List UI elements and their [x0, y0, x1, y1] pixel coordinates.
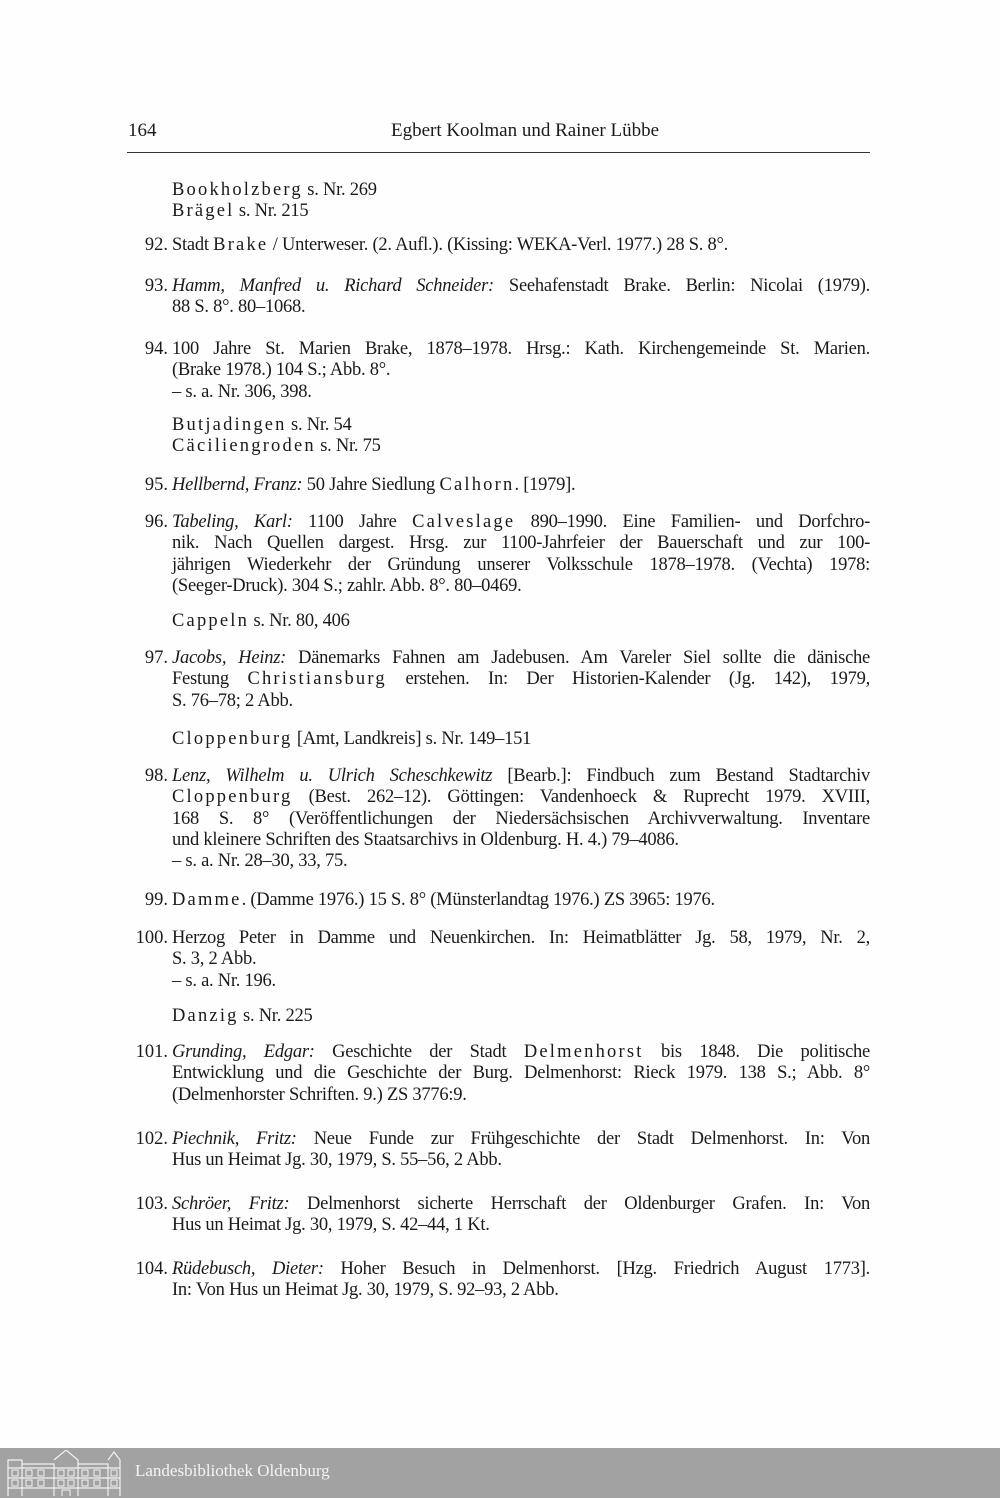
cross-reference-line — [172, 435, 870, 457]
author-name: Lenz, Wilhelm u. Ulrich Scheschkewitz — [172, 766, 493, 786]
spaced-place-name: Christiansburg — [247, 669, 387, 690]
entry-text: 1100 Jahre — [292, 512, 413, 532]
entry-text: [Amt, Landkreis] s. Nr. 149–151 — [292, 729, 532, 749]
entry-text: Hoher Besuch in Delmenhorst. [Hzg. Friedrich August 1773]. — [323, 1259, 870, 1279]
spaced-place-name: Brake — [213, 235, 269, 255]
entry-text: / Unterweser. (2. Aufl.). (Kissing: WEKA-Verl. 1977.) 28 S. 8°. — [268, 235, 729, 255]
entry-line — [172, 1084, 870, 1106]
entry-line — [172, 1214, 870, 1236]
entry-text: 88 S. 8°. 80–1068. — [172, 297, 306, 318]
entry-line — [172, 889, 870, 911]
spaced-place-name: Cloppenburg — [172, 787, 293, 808]
spaced-place-name: Brägel — [172, 201, 235, 222]
entry-text: Herzog Peter in Damme und Neuenkirchen. In: Heimatblätter Jg. 58, 1979, Nr. 2, — [172, 928, 870, 948]
entry-text: Hus un Heimat Jg. 30, 1979, S. 55–56, 2 Abb. — [172, 1150, 502, 1171]
author-name: Piechnik, Fritz: — [172, 1129, 297, 1149]
library-building-logo-icon — [6, 1450, 124, 1496]
entry-text: (Brake 1978.) 104 S.; Abb. 8°. — [172, 360, 391, 381]
entry-number: 103. — [135, 1194, 168, 1214]
author-name: Tabeling, Karl: — [172, 512, 293, 532]
entry-text: . [1979]. — [514, 475, 576, 495]
entry-text: – s. a. Nr. 306, 398. — [172, 381, 312, 402]
entry-text: Festung — [172, 669, 248, 690]
entry-line — [172, 765, 870, 787]
entry-number: 104. — [135, 1259, 168, 1279]
entry-text: Delmenhorst sicherte Herrschaft der Oldenburger Grafen. In: Von — [289, 1194, 870, 1214]
entry-line — [172, 668, 870, 690]
entry-text: Seehafenstadt Brake. Berlin: Nicolai (1979). — [493, 276, 871, 296]
footer-bar — [0, 1448, 1000, 1498]
entry-text: Neue Funde zur Frühgeschichte der Stadt Delmenhorst. In: Von — [296, 1129, 870, 1149]
entry-number: 94. — [144, 339, 168, 359]
entry-number: 102. — [135, 1129, 168, 1149]
entry-line — [172, 1041, 870, 1063]
entry-text: (Seeger-Druck). 304 S.; zahlr. Abb. 8°. 80–0469. — [172, 575, 522, 596]
entry-line — [172, 927, 870, 949]
entry-text: (Delmenhorster Schriften. 9.) ZS 3776:9. — [172, 1084, 467, 1105]
entry-line — [172, 690, 870, 712]
entry-line — [172, 948, 870, 970]
author-name: Grunding, Edgar: — [172, 1042, 315, 1062]
entry-line — [172, 1128, 870, 1150]
entry-text: 50 Jahre Siedlung — [302, 475, 440, 495]
entry-line — [172, 1279, 870, 1301]
entry-text: bis 1848. Die politische — [643, 1042, 870, 1062]
spaced-place-name: Damme — [172, 890, 242, 910]
entry-text: s. Nr. 80, 406 — [249, 611, 350, 631]
entry-text: S. 76–78; 2 Abb. — [172, 690, 293, 711]
entry-line — [172, 275, 870, 297]
entry-number: 98. — [144, 766, 168, 786]
entry-number: 93. — [144, 276, 168, 296]
entry-line — [172, 970, 870, 992]
entry-number: 92. — [144, 235, 168, 255]
spaced-place-name: Delmenhorst — [523, 1042, 644, 1062]
entry-text: Entwicklung und die Geschichte der Burg. Delmenhorst: Rieck 1979. 138 S.; Abb. 8° — [172, 1063, 870, 1084]
entry-line — [172, 786, 870, 808]
author-name: Jacobs, Heinz: — [172, 648, 287, 668]
entry-text: s. Nr. 269 — [302, 180, 377, 200]
entry-text: . (Damme 1976.) 15 S. 8° (Münsterlandtag 1976.) ZS 3965: 1976. — [241, 890, 715, 910]
entry-line — [172, 1062, 870, 1084]
entry-text: nik. Nach Quellen dargest. Hrsg. zur 1100-Jahrfeier der Bauerschaft und zur 100- — [172, 533, 870, 554]
entry-text: s. Nr. 75 — [315, 436, 381, 457]
author-name: Hamm, Manfred u. Richard Schneider: — [172, 276, 494, 296]
entry-text: [Bearb.]: Findbuch zum Bestand Stadtarchiv — [492, 766, 870, 786]
entry-text: – s. a. Nr. 28–30, 33, 75. — [172, 851, 348, 872]
entry-text: 168 S. 8° (Veröffentlichungen der Niedersächsischen Archivverwaltung. Inventare — [172, 808, 870, 829]
entry-text: s. Nr. 225 — [238, 1006, 313, 1026]
spaced-place-name: Danzig — [172, 1006, 239, 1026]
entry-number: 96. — [144, 512, 168, 532]
entry-line — [172, 575, 870, 597]
entry-text: Stadt — [172, 235, 214, 255]
entry-text: In: Von Hus un Heimat Jg. 30, 1979, S. 92–93, 2 Abb. — [172, 1280, 559, 1301]
author-name: Rüdebusch, Dieter: — [172, 1259, 324, 1279]
cross-reference-line — [172, 200, 870, 222]
author-name: Hellbernd, Franz: — [172, 475, 303, 495]
spaced-place-name: Cloppenburg — [172, 729, 293, 749]
entry-text: s. Nr. 54 — [286, 415, 352, 435]
cross-reference-line — [172, 1005, 870, 1027]
page-number: 164 — [128, 120, 157, 141]
spaced-place-name: Calveslage — [412, 512, 516, 532]
spaced-place-name: Bookholzberg — [172, 180, 303, 200]
entry-text: 100 Jahre St. Marien Brake, 1878–1978. Hrsg.: Kath. Kirchengemeinde St. Marien. — [172, 339, 870, 359]
entry-text: und kleinere Schriften des Staatsarchivs in Oldenburg. H. 4.) 79–4086. — [172, 829, 679, 850]
author-name: Schröer, Fritz: — [172, 1194, 290, 1214]
spaced-place-name: Calhorn — [439, 475, 515, 495]
entry-line — [172, 296, 870, 318]
cross-reference-line — [172, 610, 870, 632]
cross-reference-line — [172, 414, 870, 436]
entry-line — [172, 532, 870, 554]
entry-text: Hus un Heimat Jg. 30, 1979, S. 42–44, 1 Kt. — [172, 1215, 490, 1236]
entry-line — [172, 338, 870, 360]
entry-line — [172, 234, 870, 256]
entry-text: s. Nr. 215 — [234, 201, 309, 222]
entry-line — [172, 850, 870, 872]
entry-text: S. 3, 2 Abb. — [172, 949, 257, 970]
entry-number: 100. — [135, 928, 168, 948]
header-rule — [127, 152, 870, 153]
cross-reference-line — [172, 728, 870, 750]
spaced-place-name: Cappeln — [172, 611, 250, 631]
cross-reference-line — [172, 179, 870, 201]
entry-line — [172, 474, 870, 496]
entry-line — [172, 1193, 870, 1215]
entry-text: erstehen. In: Der Historien-Kalender (Jg. 142), 1979, — [386, 669, 870, 690]
entry-line — [172, 1149, 870, 1171]
entry-line — [172, 829, 870, 851]
entry-text: 890–1990. Eine Familien- und Dorfchro- — [515, 512, 871, 532]
entry-text: Geschichte der Stadt — [314, 1042, 524, 1062]
entry-number: 95. — [144, 475, 168, 495]
entry-text: jährigen Wiederkehr der Gründung unserer Volksschule 1878–1978. (Vechta) 1978: — [172, 554, 870, 575]
entry-line — [172, 381, 870, 403]
spaced-place-name: Cäciliengroden — [172, 436, 316, 457]
entry-line — [172, 647, 870, 669]
entry-text: Dänemarks Fahnen am Jadebusen. Am Vareler Siel sollte die dänische — [286, 648, 870, 668]
entry-line — [172, 511, 870, 533]
spaced-place-name: Butjadingen — [172, 415, 287, 435]
entry-line — [172, 1258, 870, 1280]
entry-line — [172, 554, 870, 576]
entry-text: – s. a. Nr. 196. — [172, 970, 276, 991]
library-name: Landesbibliothek Oldenburg — [135, 1461, 330, 1480]
entry-number: 99. — [144, 890, 168, 910]
entry-number: 97. — [144, 648, 168, 668]
entry-text: (Best. 262–12). Göttingen: Vandenhoeck & Ruprecht 1979. XVIII, — [292, 787, 870, 808]
entry-line — [172, 359, 870, 381]
entry-line — [172, 808, 870, 830]
entry-number: 101. — [135, 1042, 168, 1062]
running-title: Egbert Koolman und Rainer Lübbe — [390, 120, 660, 141]
